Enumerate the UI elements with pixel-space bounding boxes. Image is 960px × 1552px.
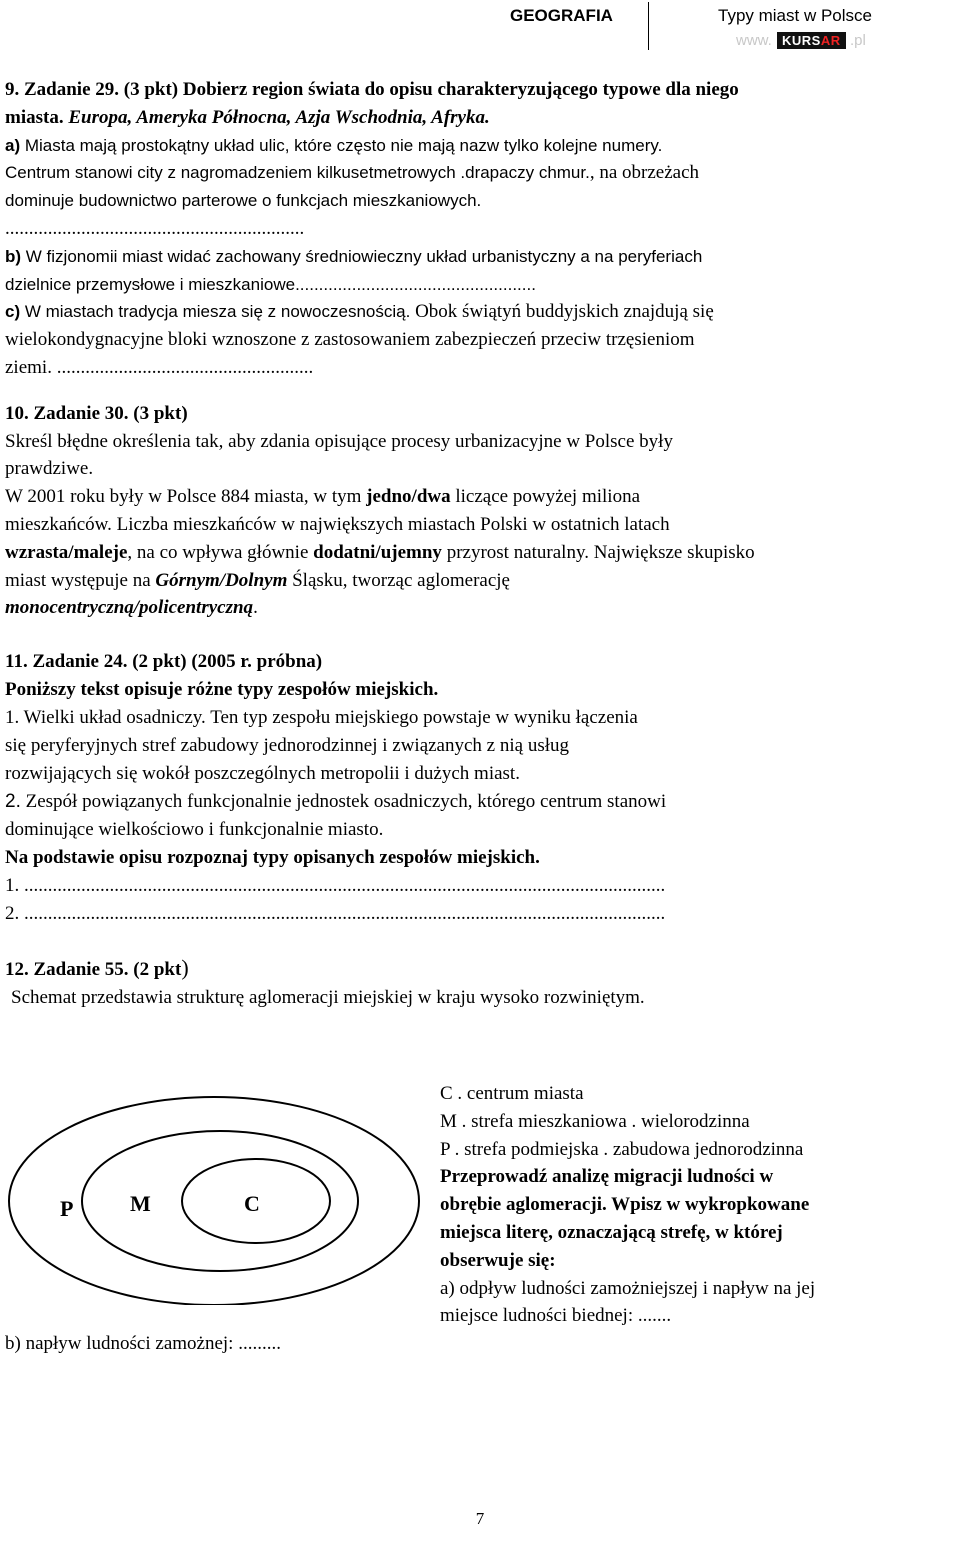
choice-gorny-dolny: Górnym/Dolnym <box>155 569 288 591</box>
question-a: a) odpływ ludności zamożniejszej i napływ na jej <box>440 1277 816 1299</box>
answer-line-1: 1. ....................................................................................................................................... <box>5 875 666 897</box>
task-55-heading: 12. Zadanie 55. (2 pkt) <box>5 955 189 981</box>
answer-line-a: ............................................................... <box>5 217 305 239</box>
task-30-heading: 10. Zadanie 30. (3 pkt) <box>5 402 188 424</box>
task-29-c: c) W miastach tradycja miesza się z nowoczesnością. Obok świątyń buddyjskich znajdują się <box>5 301 714 323</box>
task-29-b: b) W fizjonomii miast widać zachowany średniowieczny układ urbanistyczny a na peryferiach <box>5 246 703 266</box>
legend-m: M . strefa mieszkaniowa . wielorodzinna <box>440 1110 750 1132</box>
choice-dodatni-ujemny: dodatni/ujemny <box>313 541 442 563</box>
document-body <box>5 76 955 1012</box>
answer-line-qb: ......... <box>238 1333 281 1354</box>
task-29-regions: Europa, Ameryka Północna, Azja Wschodnia, Afryka. <box>68 106 490 128</box>
page-number: 7 <box>475 1509 485 1528</box>
zone-c-label: C <box>244 1191 260 1216</box>
task-55: 12. Zadanie 55. (2 pkt) Schemat przedstawia strukturę aglomeracji miejskiej w kraju wysoko rozwiniętym. <box>5 954 955 1012</box>
choice-wzrasta-maleje: wzrasta/maleje <box>5 541 128 563</box>
answer-line-2: 2. ....................................................................................................................................... <box>5 903 666 925</box>
task-29-heading: 9. Zadanie 29. (3 pkt) Dobierz region świata do opisu charakteryzującego typowe dla niego <box>5 79 739 100</box>
agglomeration-diagram <box>6 1085 426 1305</box>
legend-c: C . centrum miasta <box>440 1083 584 1104</box>
answer-line-c: ...................................................... <box>56 356 314 378</box>
task-29: 9. Zadanie 29. (3 pkt) Dobierz region świata do opisu charakteryzującego typowe dla niego miasta. Europa, Ameryka Północna, Azja Wschodnia, Afryka. a) Miasta mają prostokątny układ ulic, które często nie mają nazw tylko kolejne numery. Centrum stanowi city z nagromadzeniem kilkusetmetrowych .drapaczy chmur., na obrzeżach dominuje budownictwo parterowe o funkcjach mieszkaniowych. ............................................................... b) W fizjonomii miast widać zachowany średniowieczny układ urbanistyczny a na peryferiach dzielnice przemysłowe i mieszkaniowe................................................... c) W miastach tradycja miesza się z nowoczesnością. Obok świątyń buddyjskich znajdują się wielokondygnacyjne bloki wznoszone z zastosowaniem zabezpieczeń przeciw trzęsieniom ziemi. ...................................................... <box>5 76 955 382</box>
answer-line-qa: ....... <box>637 1305 672 1327</box>
zone-m-ring <box>82 1131 358 1271</box>
diagram-legend: C . centrum miasta M . strefa mieszkaniowa . wielorodzinna P . strefa podmiejska . zabudowa jednorodzinna Przeprowadź analizę migracji ludności w obrębie aglomeracji. Wpisz w wykropkowane miejsca literę, oznaczającą strefę, w której obserwuje się: a) odpływ ludności zamożniejszej i napływ na jej miejsce ludności biednej: ....... <box>440 1080 950 1330</box>
answer-line-b: ................................................... <box>295 274 536 294</box>
page-header <box>480 0 950 52</box>
header-subject: GEOGRAFIA <box>510 6 613 25</box>
choice-jedno-dwa: jedno/dwa <box>366 486 451 508</box>
task-29-a: a) Miasta mają prostokątny układ ulic, które często nie mają nazw tylko kolejne numery. <box>5 135 663 155</box>
task-30: 10. Zadanie 30. (3 pkt) Skreśl błędne określenia tak, aby zdania opisujące procesy urbanizacyjne w Polsce były prawdziwe. W 2001 roku były w Polsce 884 miasta, w tym jedno/dwa liczące powyżej miliona mieszkańców. Liczba mieszkańców w największych miastach Polski w ostatnich latach wzrasta/maleje, na co wpływa głównie dodatni/ujemny przyrost naturalny. Największe skupisko miast występuje na Górnym/Dolnym Śląsku, tworząc aglomerację monocentryczną/policentryczną. <box>5 400 955 622</box>
legend-p: P . strefa podmiejska . zabudowa jednorodzinna <box>440 1138 804 1160</box>
choice-mono-poli: monocentryczną/policentryczną <box>5 597 254 619</box>
zone-p-label: P <box>60 1196 74 1221</box>
watermark-suffix: .pl <box>850 32 866 49</box>
kursar-logo: KURSAR <box>777 32 846 49</box>
question-b: b) napływ ludności zamożnej: ......... <box>5 1333 281 1354</box>
watermark-prefix: www. <box>736 32 772 49</box>
header-divider <box>648 2 649 50</box>
header-title: Typy miast w Polsce <box>718 6 872 25</box>
zone-m-label: M <box>130 1191 151 1216</box>
task-24: 11. Zadanie 24. (2 pkt) (2005 r. próbna) Poniższy tekst opisuje różne typy zespołów miejskich. 1. Wielki układ osadniczy. Ten typ zespołu miejskiego powstaje w wyniku łączenia się peryferyjnych stref zabudowy jednorodzinnej i związanych z nią usług rozwijających się wokół poszczególnych metropolii i dużych miast. 2. Zespół powiązanych funkcjonalnie jednostek osadniczych, którego centrum stanowi dominujące wielkościowo i funkcjonalnie miasto. Na podstawie opisu rozpoznaj typy opisanych zespołów miejskich. 1. ....................................................................................................................................... 2. ....................................................................................................................................... <box>5 648 955 928</box>
task-24-heading: 11. Zadanie 24. (2 pkt) (2005 r. próbna) <box>5 651 323 673</box>
